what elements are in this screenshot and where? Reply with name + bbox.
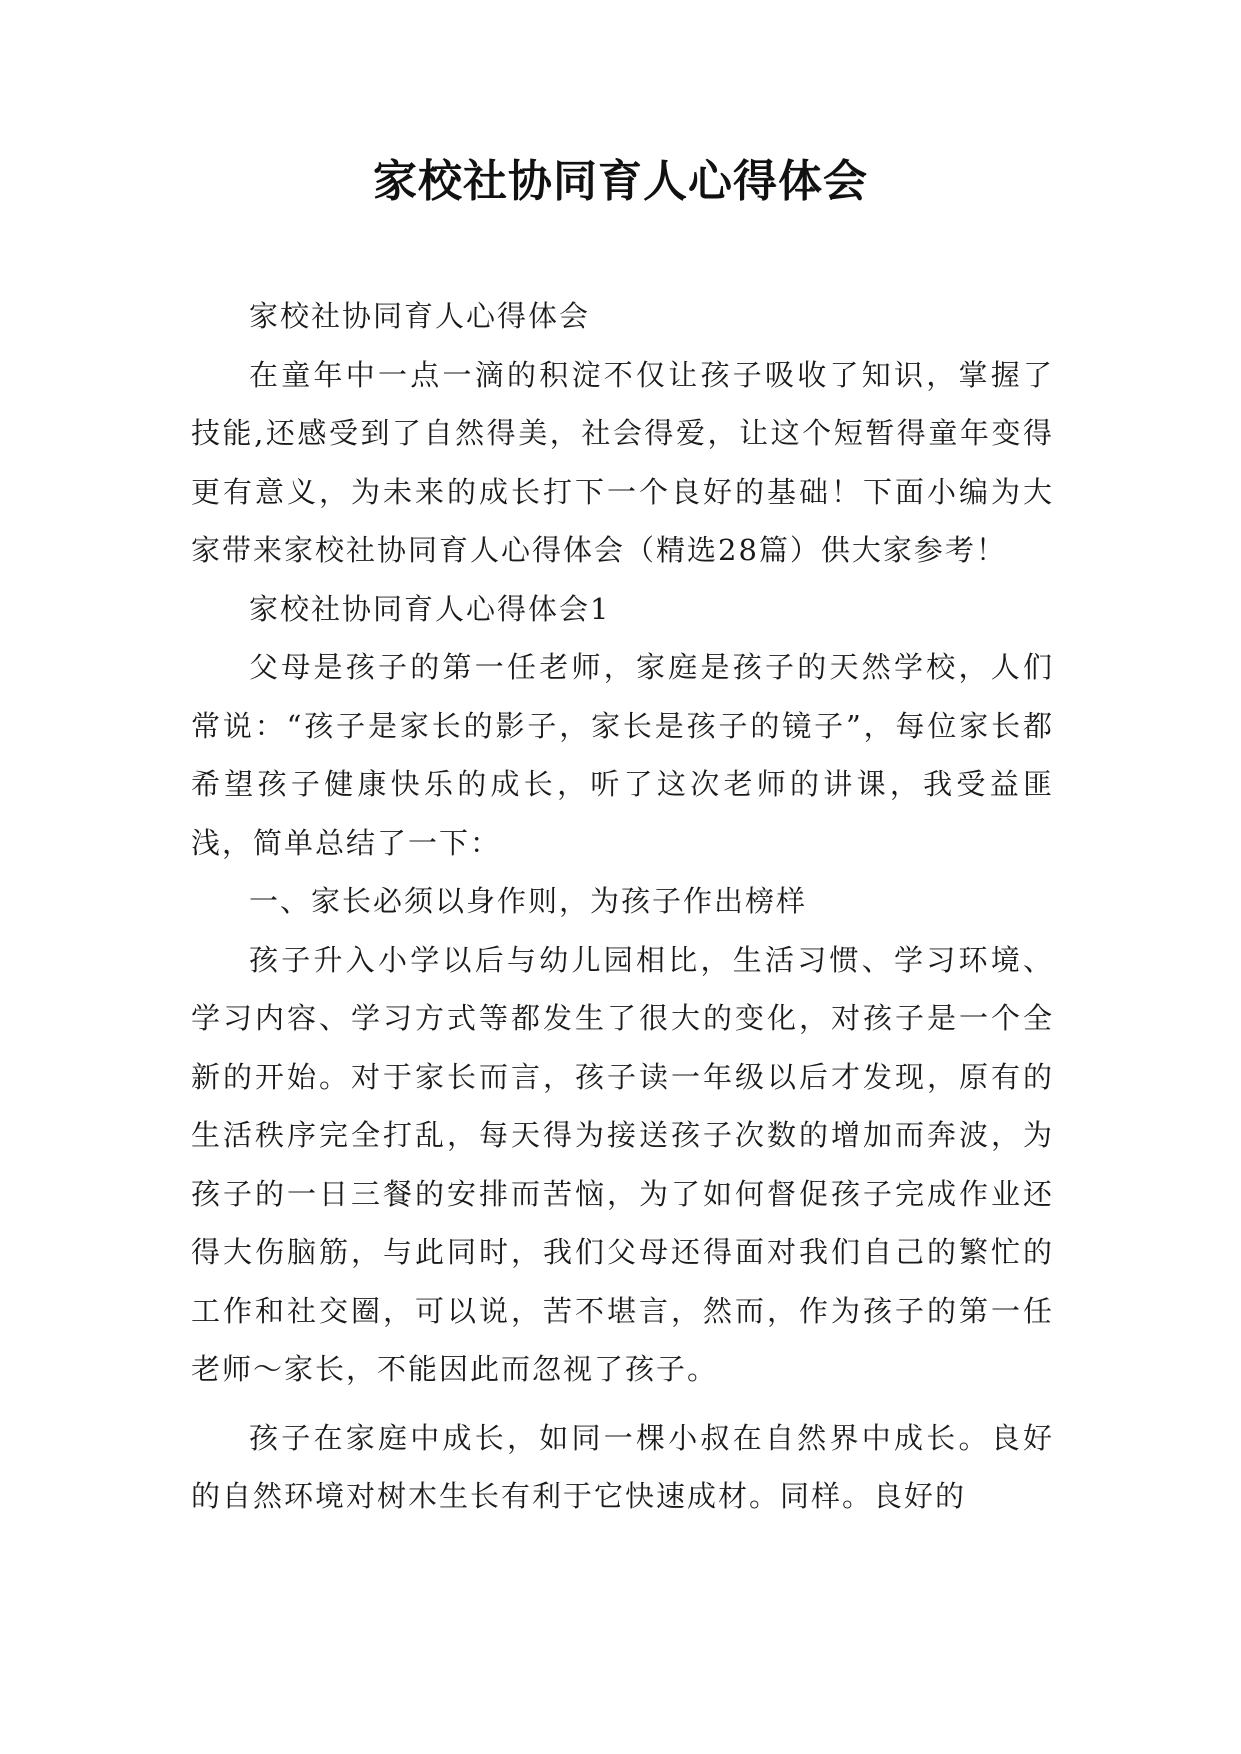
section-1-paragraph-3: 孩子在家庭中成长，如同一棵小叔在自然界中成长。良好的自然环境对树木生长有利于它快速成材。同样。良好的 — [191, 1420, 1054, 1513]
document-title: 家校社协同育人心得体会 — [373, 156, 868, 207]
section-heading-1: 家校社协同育人心得体会1 — [249, 591, 611, 626]
subheading-1: 一、家长必须以身作则，为孩子作出榜样 — [249, 884, 808, 918]
section-1-paragraph-1: 父母是孩子的第一任老师，家庭是孩子的天然学校，人们常说：“孩子是家长的影子，家长是孩子的镜子”，每位家长都希望孩子健康快乐的成长，听了这次老师的讲课，我受益匪浅，简单总结了一下： — [191, 650, 1054, 860]
intro-heading: 家校社协同育人心得体会 — [249, 299, 591, 333]
section-1-paragraph-2: 孩子升入小学以后与幼儿园相比，生活习惯、学习环境、学习内容、学习方式等都发生了很大的变化，对孩子是一个全新的开始。对于家长而言，孩子读一年级以后才发现，原有的生活秩序完全打乱，每天得为接送孩子次数的增加而奔波，为孩子的一日三餐的安排而苦恼，为了如何督促孩子完成作业还得大伤脑筋，与此同时，我们父母还得面对我们自己的繁忙的工作和社交圈，可以说，苦不堪言，然而，作为孩子的第一任老师～家长，不能因此而忽视了孩子。 — [191, 942, 1054, 1386]
intro-paragraph: 在童年中一点一滴的积淀不仅让孩子吸收了知识，掌握了技能,还感受到了自然得美，社会得爱，让这个短暂得童年变得更有意义，为未来的成长打下一个良好的基础！下面小编为大家带来家校社协同育人心得体会（精选28篇）供大家参考！ — [191, 357, 1054, 567]
document-body — [191, 287, 1054, 1526]
